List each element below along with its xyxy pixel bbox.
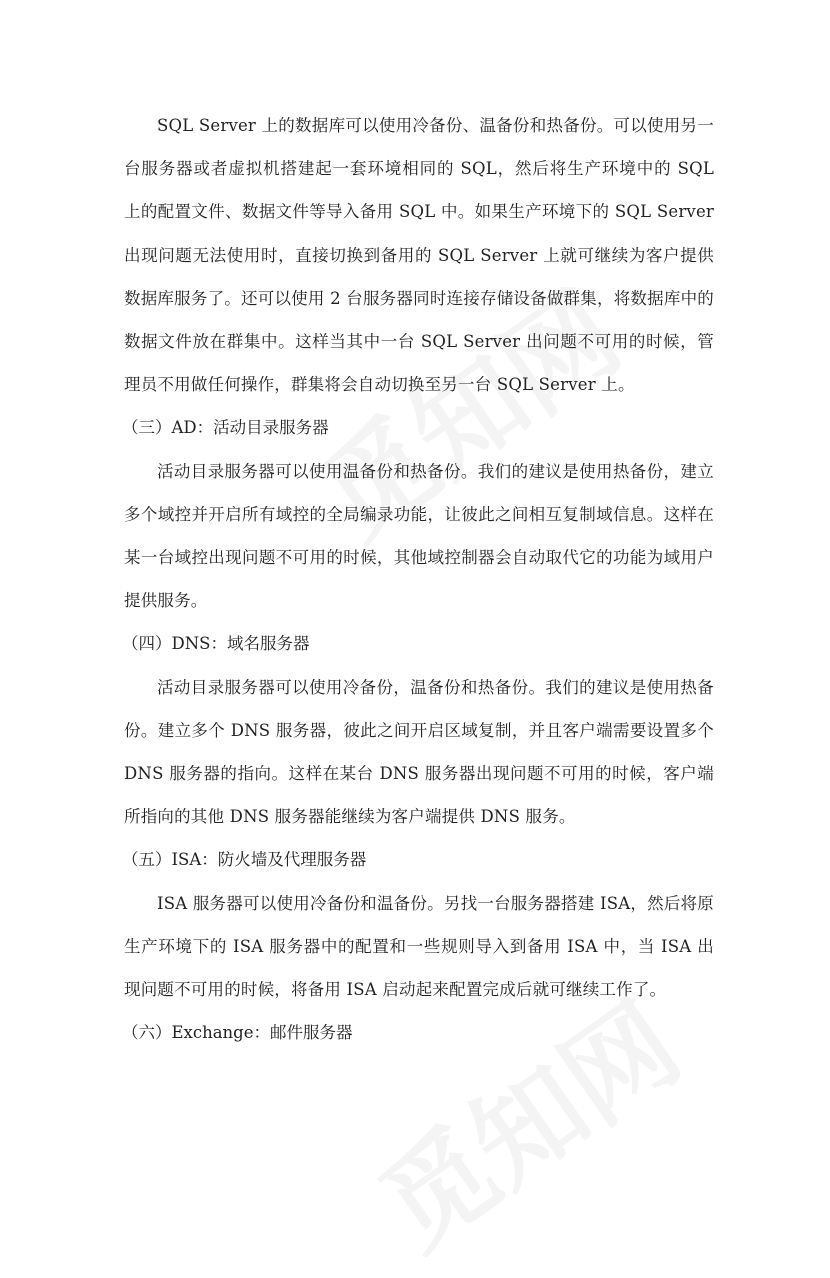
paragraph-ad: 活动目录服务器可以使用温备份和热备份。我们的建议是使用热备份，建立多个域控并开启所有域控的全局编录功能，让彼此之间相互复制域信息。这样在某一台域控出现问题不可用的时候，其他域控制器会自动取代它的功能为域用户提供服务。 — [124, 461, 714, 611]
paragraph-isa: ISA 服务器可以使用冷备份和温备份。另找一台服务器搭建 ISA，然后将原生产环境下的 ISA 服务器中的配置和一些规则导入到备用 ISA 中，当 ISA 出现问题不可用的时候，将备用 ISA 启动起来配置完成后就可继续工作了。 — [124, 893, 714, 1000]
section-heading-isa: （五）ISA：防火墙及代理服务器 — [122, 850, 367, 870]
paragraph-dns: 活动目录服务器可以使用冷备份，温备份和热备份。我们的建议是使用热备份。建立多个 DNS 服务器，彼此之间开启区域复制，并且客户端需要设置多个 DNS 服务器的指向。这样在某台 DNS 服务器出现问题不可用的时候，客户端所指向的其他 DNS 服务器能继续为客户端提供 DNS 服务。 — [124, 677, 714, 827]
section-heading-exchange: （六）Exchange：邮件服务器 — [122, 1023, 353, 1043]
paragraph-sql-server: SQL Server 上的数据库可以使用冷备份、温备份和热备份。可以使用另一台服务器或者虚拟机搭建起一套环境相同的 SQL，然后将生产环境中的 SQL 上的配置文件、数据文件等导入备用 SQL 中。如果生产环境下的 SQL Server 出现问题无法使用时，直接切换到备用的 SQL Server 上就可继续为客户提供数据库服务了。还可以使用 2 台服务器同时连接存储设备做群集，将数据库中的数据文件放在群集中。这样当其中一台 SQL Server 出问题不可用的时候，管理员不用做任何操作，群集将会自动切换至另一台 SQL Server 上。 — [124, 116, 714, 395]
section-heading-dns: （四）DNS：域名服务器 — [122, 634, 310, 654]
section-heading-ad: （三）AD：活动目录服务器 — [122, 418, 329, 438]
document-body — [124, 104, 714, 1054]
